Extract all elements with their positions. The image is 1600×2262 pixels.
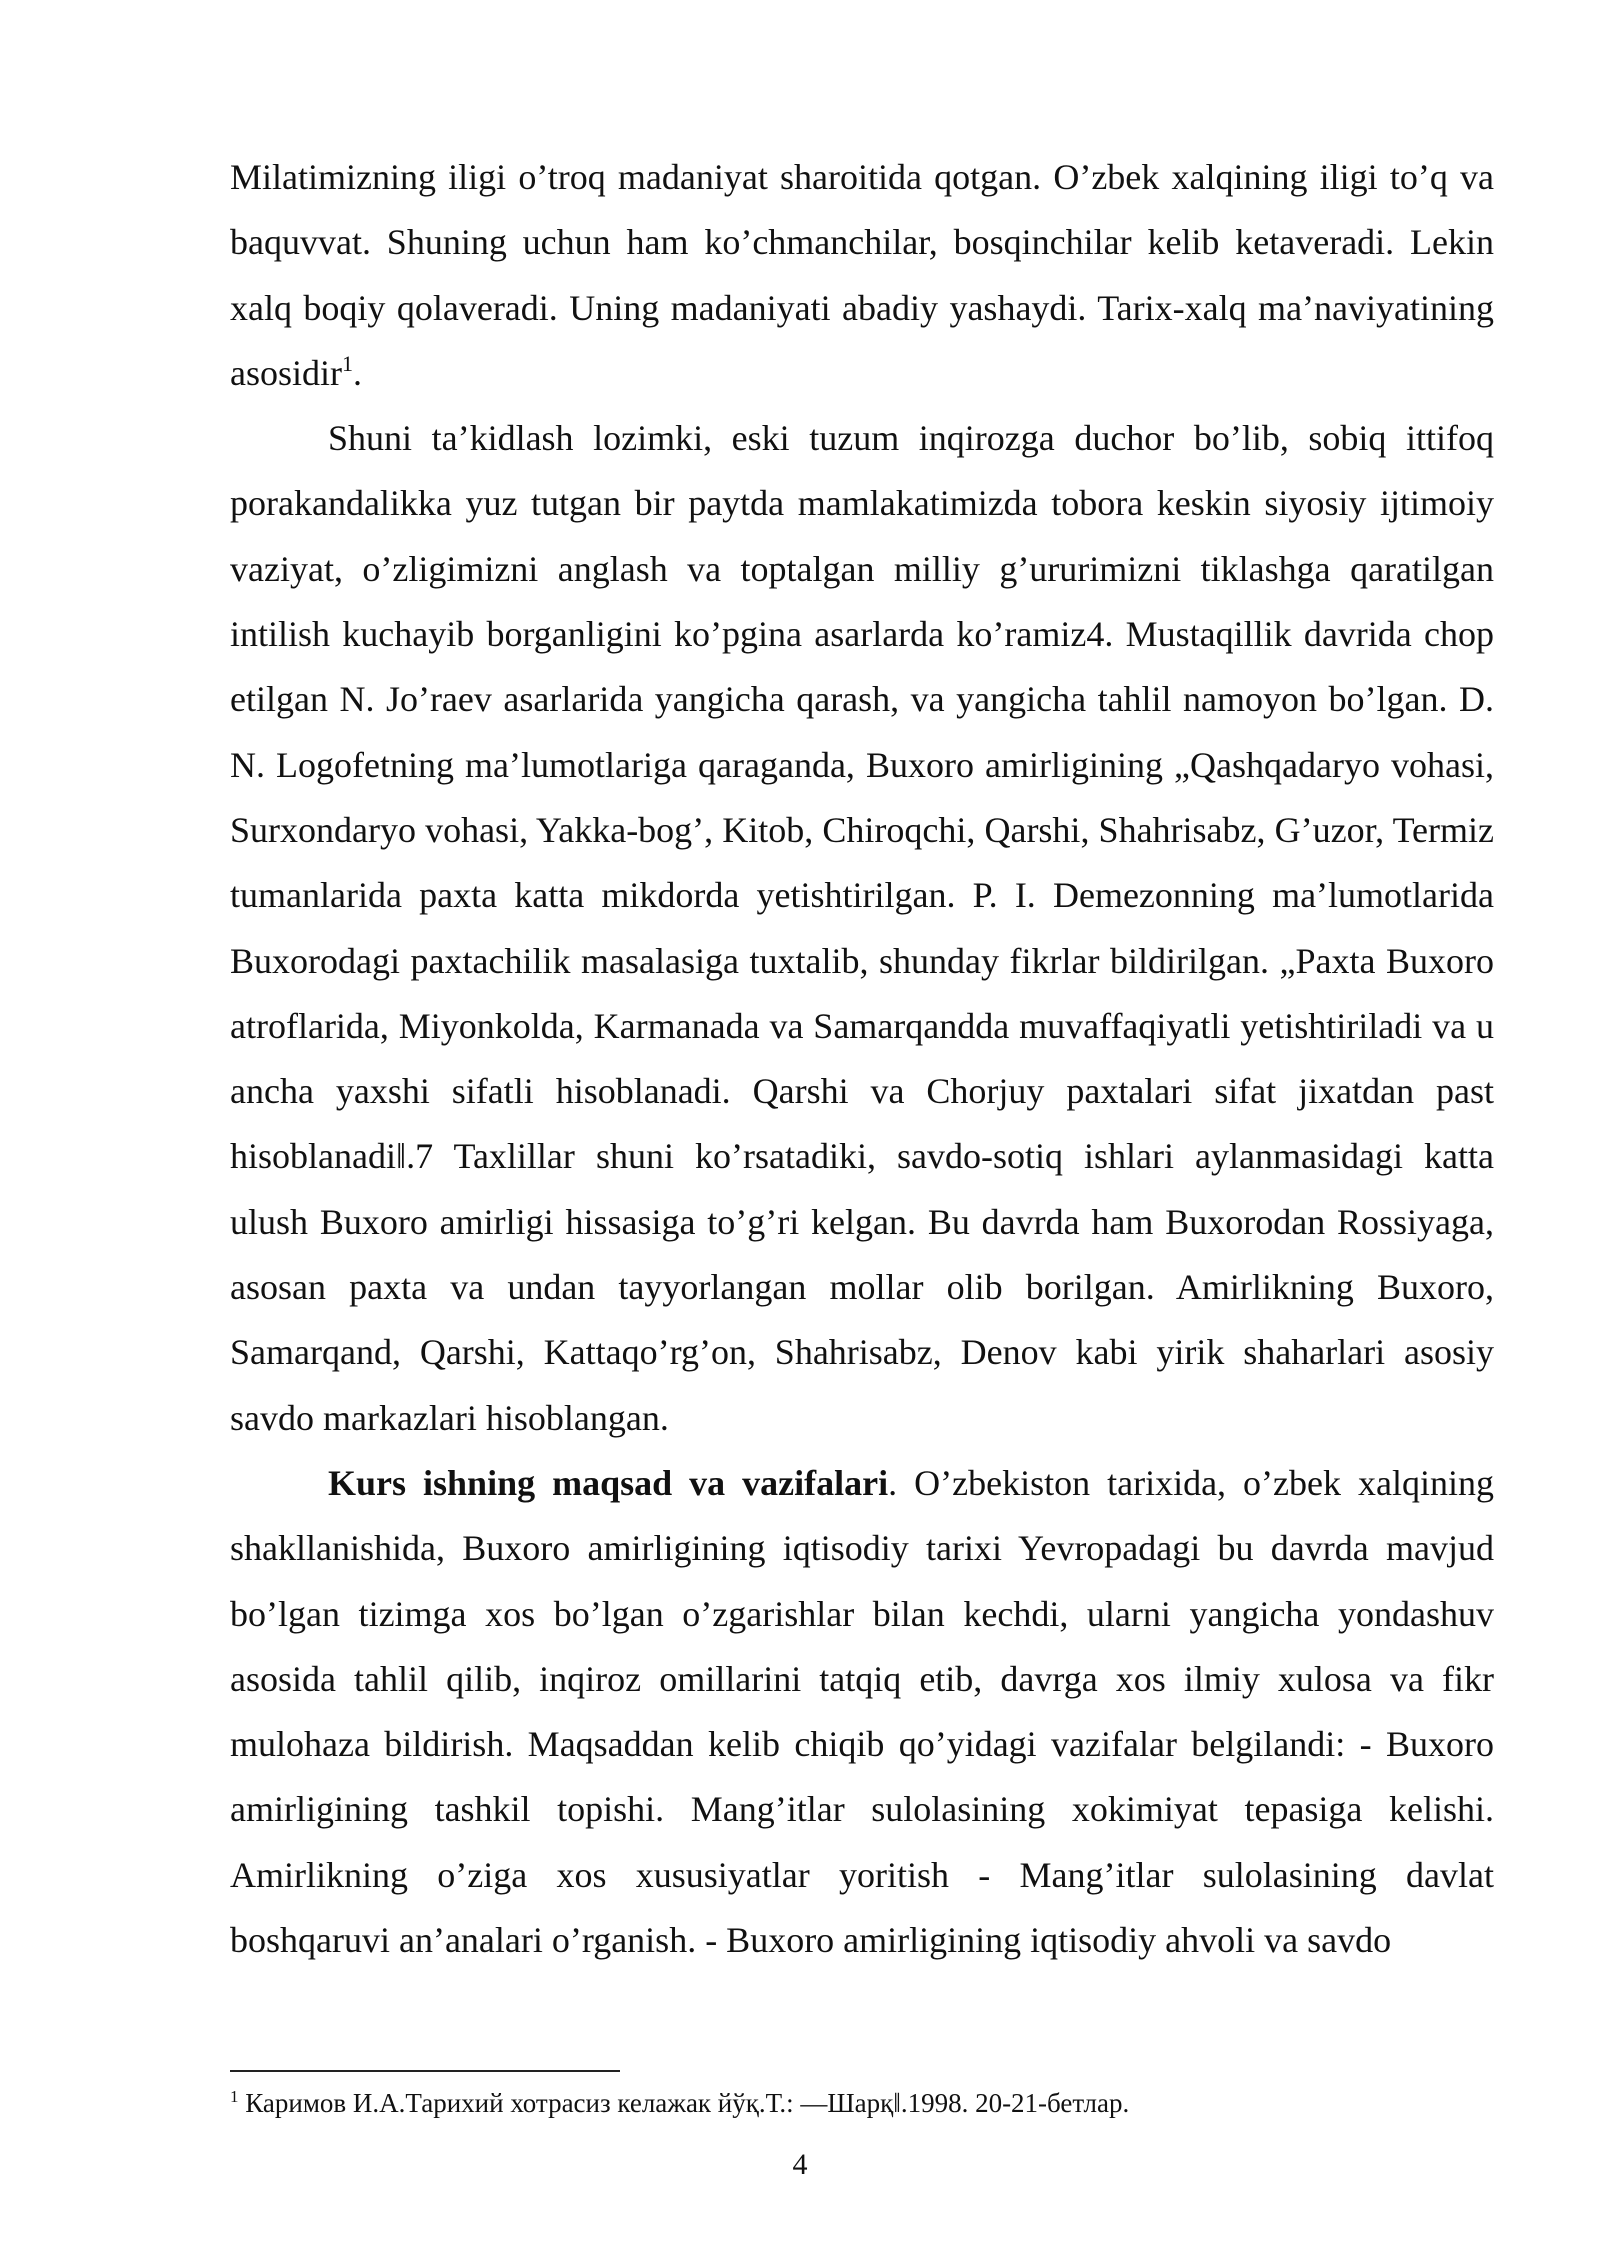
footnote-text: Каримов И.А.Тарихий хотрасиз келажак йўқ.Т.: ―Шарқ‖.1998. 20-21-бетлар. — [238, 2088, 1130, 2118]
page-body — [230, 145, 1494, 1973]
paragraph-1 — [230, 145, 1494, 406]
paragraph-3-text: . O’zbekiston tarixida, o’zbek xalqining shakllanishida, Buxoro amirligining iqtisodiy tarixi Yevropadagi bu davrda mavjud bo’lgan tizimga xos bo’lgan o’zgarishlar bilan kechdi, ularni yangicha yondashuv asosida tahlil qilib, inqiroz omillarini tatqiq etib, davrga xos ilmiy xulosa va fikr mulohaza bildirish. Maqsaddan kelib chiqib qo’yidagi vazifalar belgilandi: - Buxoro amirligining tashkil topishi. Mang’itlar sulolasining xokimiyat tepasiga kelishi. Amirlikning o’ziga xos xususiyatlar yoritish - Mang’itlar sulolasining davlat boshqaruvi an’analari o’rganish. - Buxoro amirligining iqtisodiy ahvoli va savdo — [230, 1462, 1494, 1961]
footnote-separator — [230, 2070, 620, 2072]
paragraph-2: Shuni ta’kidlash lozimki, eski tuzum inqirozga duchor bo’lib, sobiq ittifoq porakandalikka yuz tutgan bir paytda mamlakatimizda tobora keskin siyosiy ijtimoiy vaziyat, o’zligimizni anglash va toptalgan milliy g’ururimizni tiklashga qaratilgan intilish kuchayib borganligini ko’pgina asarlarda ko’ramiz4. Mustaqillik davrida chop etilgan N. Jo’raev asarlarida yangicha qarash, va yangicha tahlil namoyon bo’lgan. D. N. Logofetning ma’lumotlariga qaraganda, Buxoro amirligining „Qashqadaryo vohasi, Surxondaryo vohasi, Yakka-bog’, Kitob, Chiroqchi, Qarshi, Shahrisabz, G’uzor, Termiz tumanlarida paxta katta mikdorda yetishtirilgan. P. I. Demezonning ma’lumotlarida Buxorodagi paxtachilik masalasiga tuxtalib, shunday fikrlar bildirilgan. „Paxta Buxoro atroflarida, Miyonkolda, Karmanada va Samarqandda muvaffaqiyatli yetishtiriladi va u ancha yaxshi sifatli hisoblanadi. Qarshi va Chorjuy paxtalari sifat jixatdan past hisoblanadi‖.7 Taxlillar shuni ko’rsatadiki, savdo-sotiq ishlari aylanmasidagi katta ulush Buxoro amirligi hissasiga to’g’ri kelgan. Bu davrda ham Buxorodan Rossiyaga, asosan paxta va undan tayyorlangan mollar olib borilgan. Amirlikning Buxoro, Samarqand, Qarshi, Kattaqo’rg’on, Shahrisabz, Denov kabi yirik shaharlari asosiy savdo markazlari hisoblangan. — [230, 418, 1494, 1438]
page-number: 4 — [792, 2148, 808, 2181]
paragraph-1-text: Milatimizning iligi o’troq madaniyat sharoitida qotgan. O’zbek xalqining iligi to’q va baquvvat. Shuning uchun ham ko’chmanchilar, bosqinchilar kelib ketaveradi. Lekin xalq boqiy qolaveradi. Uning madaniyati abadiy yashaydi. Tarix-xalq ma’naviyatining asosidir — [230, 157, 1494, 393]
footnote-marker: 1 — [230, 2087, 239, 2106]
paragraph-1-end: . — [353, 352, 362, 393]
footnote — [230, 2086, 1494, 2120]
paragraph-3 — [230, 1451, 1494, 1973]
footnote-reference[interactable]: 1 — [342, 350, 353, 376]
section-heading: Kurs ishning maqsad va vazifalari — [328, 1462, 889, 1503]
